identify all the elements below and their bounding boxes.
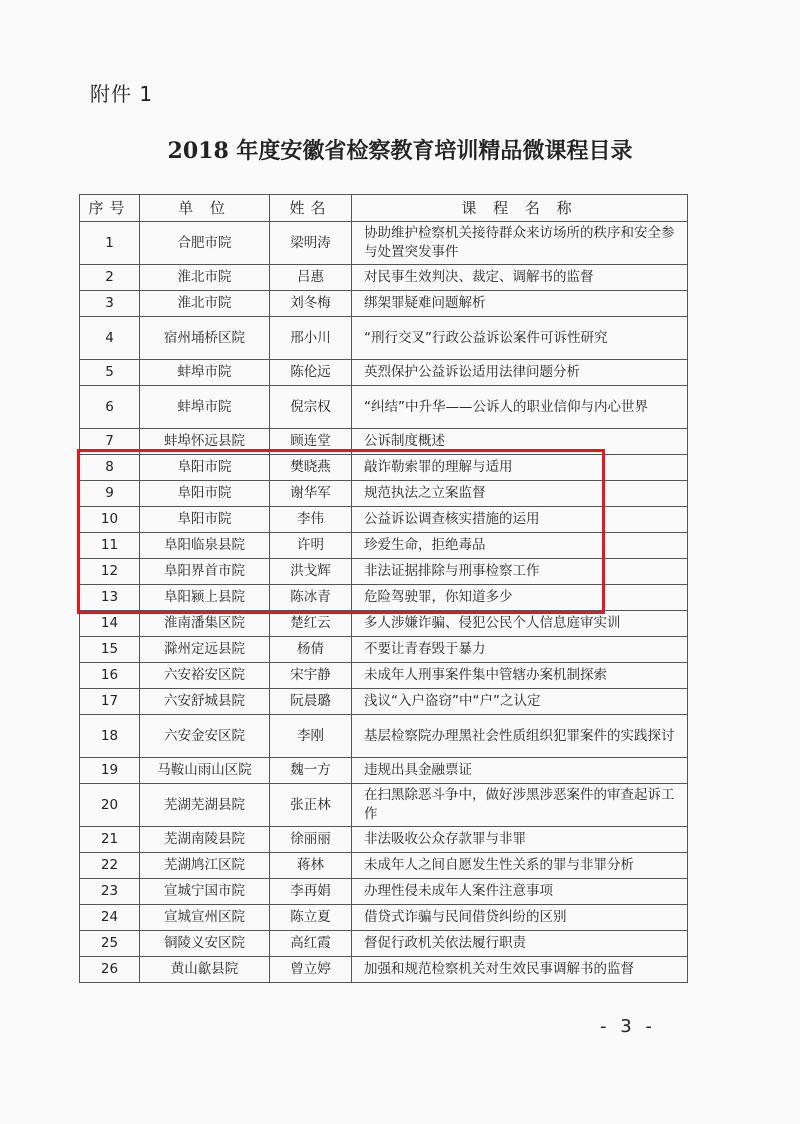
row-name: 陈伦远 bbox=[270, 360, 352, 386]
row-name: 李刚 bbox=[270, 715, 352, 758]
row-unit: 六安舒城县院 bbox=[140, 689, 270, 715]
row-course: 公诉制度概述 bbox=[352, 429, 688, 455]
table-row bbox=[80, 827, 688, 853]
row-name: 楚红云 bbox=[270, 611, 352, 637]
table-row bbox=[80, 879, 688, 905]
table-row bbox=[80, 637, 688, 663]
row-course: “刑行交叉”行政公益诉讼案件可诉性研究 bbox=[352, 317, 688, 360]
row-name: 邢小川 bbox=[270, 317, 352, 360]
row-unit: 蚌埠怀远县院 bbox=[140, 429, 270, 455]
row-unit: 淮北市院 bbox=[140, 265, 270, 291]
row-num: 4 bbox=[80, 317, 140, 360]
table-row bbox=[80, 222, 688, 265]
row-course: 危险驾驶罪，你知道多少 bbox=[352, 585, 688, 611]
row-num: 10 bbox=[80, 507, 140, 533]
row-course: 多人涉嫌诈骗、侵犯公民个人信息庭审实训 bbox=[352, 611, 688, 637]
row-unit: 合肥市院 bbox=[140, 222, 270, 265]
row-num: 18 bbox=[80, 715, 140, 758]
row-name: 杨倩 bbox=[270, 637, 352, 663]
row-num: 7 bbox=[80, 429, 140, 455]
table-row bbox=[80, 689, 688, 715]
row-unit: 阜阳市院 bbox=[140, 507, 270, 533]
row-name: 徐丽丽 bbox=[270, 827, 352, 853]
row-unit: 阜阳颍上县院 bbox=[140, 585, 270, 611]
row-course: 未成年人刑事案件集中管辖办案机制探索 bbox=[352, 663, 688, 689]
row-num: 1 bbox=[80, 222, 140, 265]
row-name: 刘冬梅 bbox=[270, 291, 352, 317]
row-unit: 淮南潘集区院 bbox=[140, 611, 270, 637]
row-num: 12 bbox=[80, 559, 140, 585]
row-name: 高红霞 bbox=[270, 931, 352, 957]
row-name: 蒋林 bbox=[270, 853, 352, 879]
row-unit: 芜湖芜湖县院 bbox=[140, 784, 270, 827]
header-unit: 单 位 bbox=[140, 195, 270, 222]
header-course: 课 程 名 称 bbox=[352, 195, 688, 222]
table-row bbox=[80, 957, 688, 983]
row-unit: 六安金安区院 bbox=[140, 715, 270, 758]
row-course: 办理性侵未成年人案件注意事项 bbox=[352, 879, 688, 905]
row-unit: 阜阳市院 bbox=[140, 455, 270, 481]
row-course: 借贷式诈骗与民间借贷纠纷的区别 bbox=[352, 905, 688, 931]
row-course: 协助维护检察机关接待群众来访场所的秩序和安全参与处置突发事件 bbox=[352, 222, 688, 265]
row-name: 倪宗权 bbox=[270, 386, 352, 429]
row-unit: 芜湖鸠江区院 bbox=[140, 853, 270, 879]
row-num: 16 bbox=[80, 663, 140, 689]
row-name: 阮晨璐 bbox=[270, 689, 352, 715]
row-unit: 阜阳界首市院 bbox=[140, 559, 270, 585]
row-course: 加强和规范检察机关对生效民事调解书的监督 bbox=[352, 957, 688, 983]
row-num: 19 bbox=[80, 758, 140, 784]
page-title: 2018 年度安徽省检察教育培训精品微课程目录 bbox=[167, 138, 633, 164]
row-course: 公益诉讼调查核实措施的运用 bbox=[352, 507, 688, 533]
row-course: 英烈保护公益诉讼适用法律问题分析 bbox=[352, 360, 688, 386]
row-name: 樊晓燕 bbox=[270, 455, 352, 481]
row-name: 吕惠 bbox=[270, 265, 352, 291]
header-name: 姓名 bbox=[270, 195, 352, 222]
row-course: 绑架罪疑难问题解析 bbox=[352, 291, 688, 317]
row-course: 未成年人之间自愿发生性关系的罪与非罪分析 bbox=[352, 853, 688, 879]
row-name: 许明 bbox=[270, 533, 352, 559]
row-name: 宋宇静 bbox=[270, 663, 352, 689]
row-course: 非法吸收公众存款罪与非罪 bbox=[352, 827, 688, 853]
row-name: 曾立婷 bbox=[270, 957, 352, 983]
row-unit: 芜湖南陵县院 bbox=[140, 827, 270, 853]
table-row bbox=[80, 853, 688, 879]
table-row bbox=[80, 386, 688, 429]
row-unit: 宣城宁国市院 bbox=[140, 879, 270, 905]
row-course: 基层检察院办理黑社会性质组织犯罪案件的实践探讨 bbox=[352, 715, 688, 758]
table-row bbox=[80, 758, 688, 784]
row-unit: 宣城宣州区院 bbox=[140, 905, 270, 931]
table-row bbox=[80, 663, 688, 689]
row-name: 陈立夏 bbox=[270, 905, 352, 931]
table-row bbox=[80, 905, 688, 931]
row-unit: 黄山歙县院 bbox=[140, 957, 270, 983]
table-row bbox=[80, 611, 688, 637]
row-unit: 宿州埇桥区院 bbox=[140, 317, 270, 360]
header-num: 序号 bbox=[80, 195, 140, 222]
page-number: - 3 - bbox=[600, 1016, 656, 1037]
row-num: 2 bbox=[80, 265, 140, 291]
row-name: 李伟 bbox=[270, 507, 352, 533]
row-unit: 阜阳市院 bbox=[140, 481, 270, 507]
row-course: 珍爱生命，拒绝毒品 bbox=[352, 533, 688, 559]
row-course: 非法证据排除与刑事检察工作 bbox=[352, 559, 688, 585]
row-num: 11 bbox=[80, 533, 140, 559]
row-num: 6 bbox=[80, 386, 140, 429]
row-name: 洪戈辉 bbox=[270, 559, 352, 585]
row-num: 5 bbox=[80, 360, 140, 386]
table-header-row bbox=[80, 195, 688, 222]
row-num: 24 bbox=[80, 905, 140, 931]
row-unit: 蚌埠市院 bbox=[140, 386, 270, 429]
row-unit: 淮北市院 bbox=[140, 291, 270, 317]
row-num: 3 bbox=[80, 291, 140, 317]
row-name: 张正林 bbox=[270, 784, 352, 827]
row-num: 26 bbox=[80, 957, 140, 983]
row-course: 浅议“入户盗窃”中“户”之认定 bbox=[352, 689, 688, 715]
row-unit: 马鞍山雨山区院 bbox=[140, 758, 270, 784]
row-num: 25 bbox=[80, 931, 140, 957]
row-name: 魏一方 bbox=[270, 758, 352, 784]
attachment-label: 附件 1 bbox=[90, 82, 154, 106]
row-num: 14 bbox=[80, 611, 140, 637]
row-course: 不要让青春毁于暴力 bbox=[352, 637, 688, 663]
row-num: 20 bbox=[80, 784, 140, 827]
row-unit: 滁州定远县院 bbox=[140, 637, 270, 663]
table-row bbox=[80, 265, 688, 291]
row-course: 对民事生效判决、裁定、调解书的监督 bbox=[352, 265, 688, 291]
row-name: 李再娟 bbox=[270, 879, 352, 905]
row-course: “纠结”中升华——公诉人的职业信仰与内心世界 bbox=[352, 386, 688, 429]
row-course: 督促行政机关依法履行职责 bbox=[352, 931, 688, 957]
row-unit: 阜阳临泉县院 bbox=[140, 533, 270, 559]
table-row bbox=[80, 715, 688, 758]
row-unit: 铜陵义安区院 bbox=[140, 931, 270, 957]
row-num: 13 bbox=[80, 585, 140, 611]
table-row bbox=[80, 784, 688, 827]
row-num: 15 bbox=[80, 637, 140, 663]
row-course: 违规出具金融票证 bbox=[352, 758, 688, 784]
row-unit: 六安裕安区院 bbox=[140, 663, 270, 689]
table-row bbox=[80, 360, 688, 386]
row-course: 规范执法之立案监督 bbox=[352, 481, 688, 507]
table-row bbox=[80, 931, 688, 957]
table-row bbox=[80, 291, 688, 317]
row-num: 23 bbox=[80, 879, 140, 905]
table-row bbox=[80, 317, 688, 360]
row-num: 21 bbox=[80, 827, 140, 853]
row-course: 在扫黑除恶斗争中，做好涉黑涉恶案件的审查起诉工作 bbox=[352, 784, 688, 827]
row-unit: 蚌埠市院 bbox=[140, 360, 270, 386]
row-num: 9 bbox=[80, 481, 140, 507]
row-name: 顾连堂 bbox=[270, 429, 352, 455]
row-name: 梁明涛 bbox=[270, 222, 352, 265]
row-num: 17 bbox=[80, 689, 140, 715]
row-course: 敲诈勒索罪的理解与适用 bbox=[352, 455, 688, 481]
row-num: 8 bbox=[80, 455, 140, 481]
row-name: 陈冰青 bbox=[270, 585, 352, 611]
red-highlight-box bbox=[77, 449, 605, 614]
row-name: 谢华军 bbox=[270, 481, 352, 507]
row-num: 22 bbox=[80, 853, 140, 879]
